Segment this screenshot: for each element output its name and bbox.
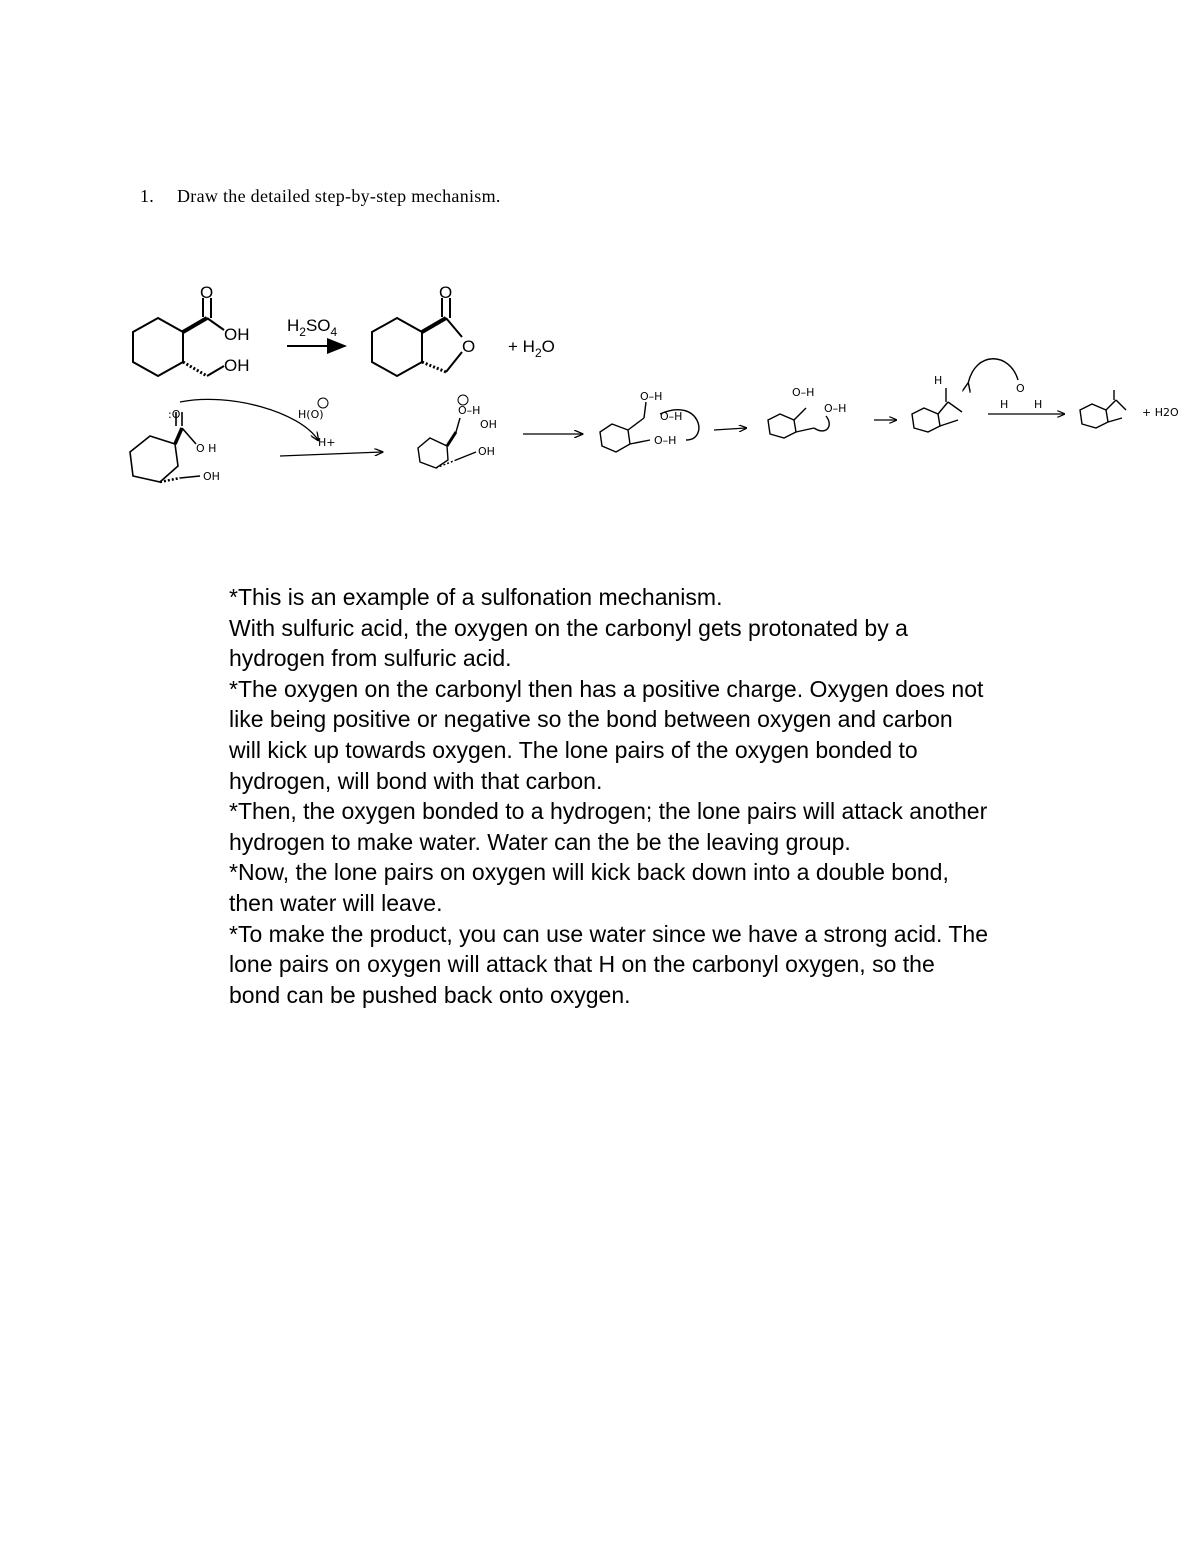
curved-arrow-water-attack <box>968 359 1018 384</box>
arrow-step-3 <box>714 428 746 430</box>
int1-ring-oh-label: OH <box>478 445 495 458</box>
int4-label: H <box>934 374 943 387</box>
question-number: 1. <box>140 186 155 206</box>
reactant-acid-oh: OH <box>224 325 250 344</box>
int3-right-label: O–H <box>824 402 847 415</box>
int2-bottom-label: O–H <box>654 434 677 447</box>
note-line-5: *Now, the lone pairs on oxygen will kick back down into a double bond, then water will leave. <box>229 859 949 916</box>
water-h2: H <box>1034 398 1043 411</box>
final-product <box>1080 390 1126 428</box>
intermediate-3 <box>768 408 829 438</box>
int3-top-label: O–H <box>792 386 815 399</box>
intermediate-2 <box>600 402 699 452</box>
mechanism-scheme <box>0 0 1200 520</box>
acid-label: H(O) <box>298 408 324 421</box>
start-oh: O H <box>196 442 217 455</box>
product-ring-o: O <box>462 337 476 356</box>
water-o: O <box>1016 382 1025 395</box>
intermediate-4 <box>912 388 962 432</box>
note-line-2: With sulfuric acid, the oxygen on the carbonyl gets protonated by a hydrogen from sulfuric acid. <box>229 614 908 672</box>
byproduct-water: + $H_2O$ <box>508 337 555 360</box>
reactant-carbonyl-o: O <box>200 283 214 302</box>
reactant-structure <box>133 298 224 376</box>
start-carbonyl-o: :O <box>168 408 181 421</box>
note-line-1: *This is an example of a sulfonation mechanism. <box>229 584 723 610</box>
note-line-4: *Then, the oxygen bonded to a hydrogen; the lone pairs will attack another hydrogen to make water. Water can the be the leaving group. <box>229 798 988 855</box>
handwritten-starting-material <box>130 412 200 482</box>
int1-oh-label: OH <box>480 418 497 431</box>
proton-label: H+ <box>318 436 336 449</box>
charge-icon <box>318 398 328 408</box>
question-text: Draw the detailed step-by-step mechanism. <box>177 186 501 206</box>
water-h1: H <box>1000 398 1009 411</box>
product-structure <box>372 298 462 376</box>
reagent-label: $H_2SO_4$ <box>287 316 338 339</box>
int2-right-label: O–H <box>660 410 683 423</box>
intermediate-1 <box>418 418 476 468</box>
note-line-6: *To make the product, you can use water since we have a strong acid. The lone pairs on oxygen will attack that H on the carbonyl oxygen, so the bond can be pushed back onto oxygen. <box>229 920 988 1008</box>
explanation-notes <box>229 582 989 1010</box>
reactant-alcohol-oh: OH <box>224 356 250 375</box>
note-line-3: *The oxygen on the carbonyl then has a positive charge. Oxygen does not like being positive or negative so the bond between oxygen and carbon will kick up towards oxygen. The lone pairs of the oxygen bonded to hydrogen, will bond with that carbon. <box>229 675 984 794</box>
arrow-step-1 <box>280 452 382 456</box>
product-carbonyl-o: O <box>439 283 453 302</box>
int2-top-label: O–H <box>640 390 663 403</box>
start-ch2oh: OH <box>203 470 220 483</box>
int1-top-label: O–H <box>458 404 481 417</box>
final-byproduct: + H2O <box>1142 406 1179 419</box>
